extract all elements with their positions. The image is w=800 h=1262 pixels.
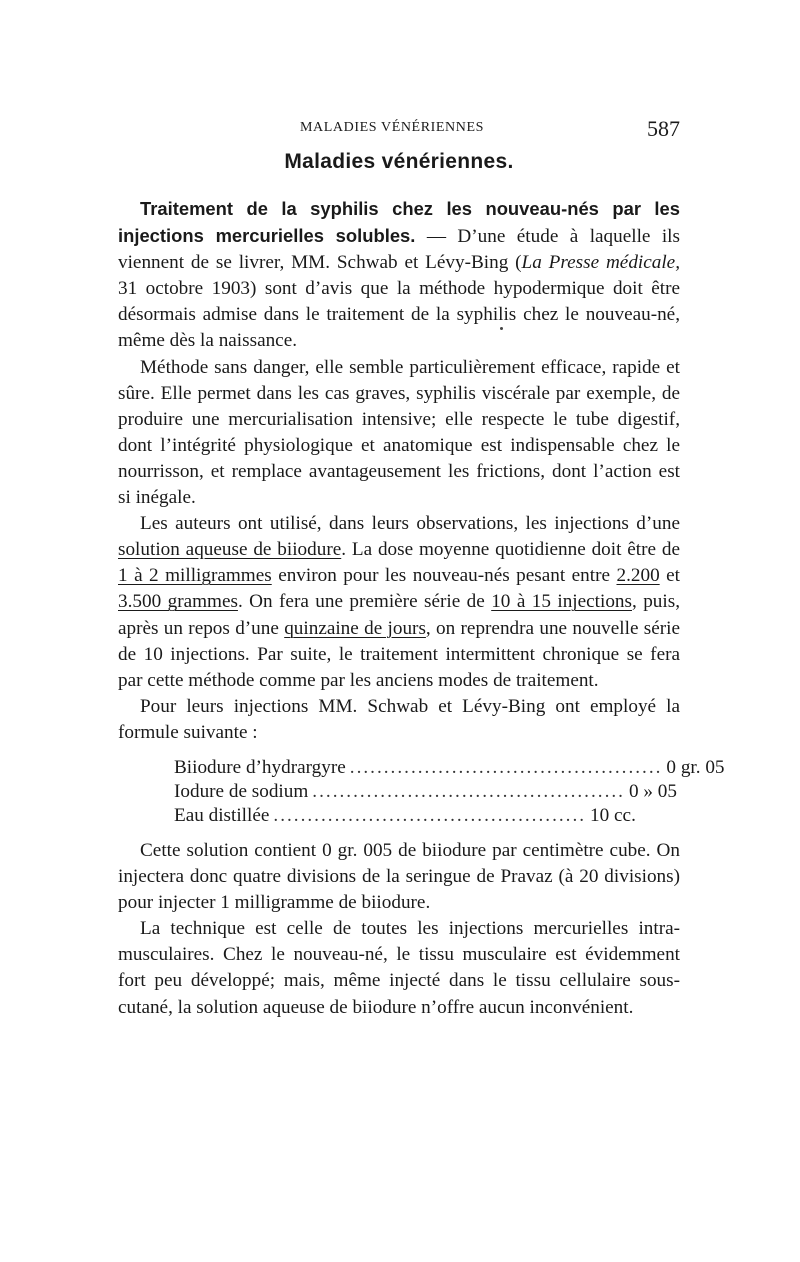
ingredient-name: Eau distillée — [174, 804, 270, 826]
underlined-rest: quinzaine de jours — [284, 617, 426, 639]
dosage-text: Les auteurs ont utilisé, dans leurs observations, les injections d’une — [140, 513, 680, 535]
paragraph-dosage — [118, 511, 680, 694]
paragraph-solution: Cette solution contient 0 gr. 005 de biiodure par centimètre cube. On injectera donc quatre divisions de la seringue de Pravaz (à 20 divisions) pour injecter 1 milligramme de biiodure. — [118, 839, 680, 914]
dosage-text: , puis, après un repos d’une — [118, 591, 680, 639]
ingredient-quantity: 10 cc. — [590, 804, 636, 826]
dosage-text: . On fera une première série de — [237, 591, 492, 613]
formula-row — [174, 804, 636, 828]
dosage-text: , on reprendra une nouvelle série de 10 injections. Par suite, le traitement intermittent chronique se fera par cette méthode comme par les anciens modes de traitement. — [118, 617, 680, 691]
dosage-text: . La dose moyenne quotidienne doit être de — [341, 539, 680, 561]
page-number: 587 — [647, 116, 680, 141]
article-body — [118, 196, 725, 1021]
leader-dots: .............................................. — [349, 756, 663, 778]
ingredient-quantity: 0 » 05 — [628, 780, 677, 802]
ingredient-quantity: 0 gr. 05 — [666, 756, 725, 778]
underlined-solution: solution aqueuse de biiodure — [118, 539, 342, 561]
intro-text-a: — D’une étude à laquelle ils viennent de se livrer, MM. Schwab et Lévy-Bing ( — [118, 226, 680, 274]
paragraph-technique: La technique est celle de toutes les injections mercurielles intra-musculaires. Chez le nouveau-né, le tissu musculaire est évidemment fort peu développé; mais, même injecté dans le tissu cellulaire sous-cutané, la solution aqueuse de biiodure n’offre aucun inconvénient. — [118, 918, 680, 1018]
formula-row — [174, 780, 677, 804]
underlined-weight-max: 3.500 grammes — [118, 591, 238, 613]
dosage-text: environ pour les nouveau-nés pesant entre — [271, 565, 617, 587]
intro-text-b: 31 octobre 1903) sont d’avis que la méthode hypodermique doit être désormais admise dans le traitement de la syphilis chez le nouveau-né, même dès la naissance. — [118, 278, 680, 352]
paragraph-intro — [118, 196, 680, 355]
section-heading: Maladies vénériennes. — [284, 150, 514, 173]
running-title: MALADIES VÉNÉRIENNES — [300, 120, 485, 135]
ingredient-name: Iodure de sodium — [174, 780, 309, 802]
leader-dots: .............................................. — [273, 804, 587, 826]
formula-row — [174, 756, 725, 780]
pencil-mark — [500, 327, 503, 330]
ingredient-name: Biiodure d’hydrargyre — [174, 756, 346, 778]
paragraph-formula-intro: Pour leurs injections MM. Schwab et Lévy-Bing ont employé la formule suivante : — [118, 695, 680, 743]
dosage-text: et — [659, 565, 680, 587]
article-title: Traitement de la syphilis chez les nouveau-nés par les injections mercurielles solubles. — [118, 198, 680, 247]
paragraph-method: Méthode sans danger, elle semble particulièrement efficace, rapide et sûre. Elle permet dans les cas graves, syphilis viscérale par exemple, de produire une mercurialisation intensive; elle respecte le tube digestif, dont l’intégrité physiologique et anatomique est indispensable chez le nourrisson, et remplace avantageusement les frictions, dont l’action est si inégale. — [118, 356, 680, 509]
underlined-dose: 1 à 2 milligrammes — [118, 565, 272, 587]
formula-table — [174, 756, 725, 828]
running-head — [118, 118, 680, 142]
journal-citation: La Presse médicale, — [521, 252, 680, 274]
underlined-weight-min: 2.200 — [616, 565, 660, 587]
leader-dots: .............................................. — [312, 780, 625, 802]
underlined-series: 10 à 15 injections — [491, 591, 632, 613]
